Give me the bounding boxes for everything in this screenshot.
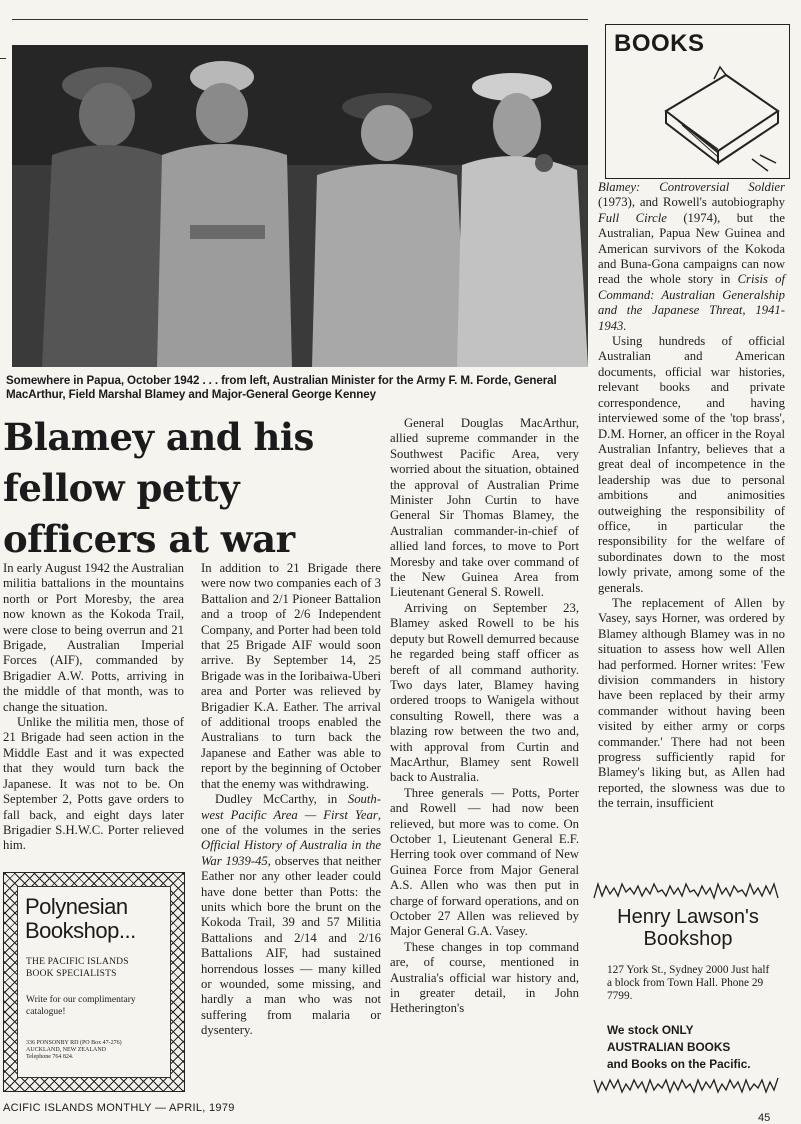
paragraph: These changes in top command are, of course, mentioned in Australia's official war history and, in greater detail, in John Hetherington's xyxy=(390,939,579,1016)
headline-line-3: officers at war xyxy=(3,517,295,561)
headline-line-1: Blamey and his xyxy=(3,415,314,459)
paragraph: Three generals — Potts, Porter and Rowell — had now been relieved, but more was to come. On October 1, Lieutenant General E.F. Herring took over command of New Guinea Force from Major General A.S. Allen who was then put in charge of forward operations, and on October 27 Allen was relieved by Major General G.A. Vasey. xyxy=(390,785,579,939)
wave-border-icon xyxy=(592,880,782,902)
ad-catalogue-offer: Write for our complimentary catalogue! xyxy=(26,995,136,1017)
paragraph: General Douglas MacArthur, allied supreme commander in the Southwest Pacific Area, very worried about the situation, obtained the approval of Australian Prime Minister John Curtin to have General Sir Thomas Blamey, the Australian commander-in-chief of allied land forces, to move to Port Moresby and take over command of the New Guinea Area from Lieutenant General S. Rowell. xyxy=(390,416,579,600)
ad-tagline-line: BOOK SPECIALISTS xyxy=(26,969,117,979)
ad-stock-line: AUSTRALIAN BOOKS xyxy=(607,1040,731,1054)
ad-stock-line: and Books on the Pacific. xyxy=(607,1057,751,1071)
ad-title xyxy=(25,895,136,943)
ad-address xyxy=(26,1040,156,1061)
book-title: Full Circle xyxy=(598,210,667,225)
article-column-2 xyxy=(201,561,381,1039)
ad-title-line: Bookshop... xyxy=(25,918,136,943)
article-column-3 xyxy=(390,416,579,1017)
article-headline xyxy=(3,412,363,565)
ad-tagline-line: THE PACIFIC ISLANDS xyxy=(26,957,129,967)
ad-stock-line: We stock ONLY xyxy=(607,1023,694,1037)
paragraph: Unlike the militia men, those of 21 Brigade had seen action in the Middle East and it was expected that they would turn back the Japanese. It was not to be. On September 2, Potts gave orders to fall back, and eight days later Brigadier S.H.W.C. Porter relieved him. xyxy=(3,715,184,853)
photo-silhouettes xyxy=(12,45,588,367)
book-title: Official History of Australia in the War 1939-45 xyxy=(201,838,381,868)
ad-inner-panel xyxy=(17,886,171,1078)
ad-address-line: Telephone 764 824. xyxy=(26,1054,74,1060)
book-title: South-west Pacific Area — First Year xyxy=(201,792,381,822)
article-photo xyxy=(12,45,588,367)
ad-address-line: 336 PONSONBY RD (PO Box 47-276) xyxy=(26,1040,122,1046)
page-number: 45 xyxy=(758,1112,771,1124)
paragraph xyxy=(598,180,785,334)
headline-line-2: fellow petty xyxy=(3,466,240,510)
paragraph: Using hundreds of official Australian and American documents, official war histories, relevant books and private correspondence, and having interviewed some of the 'top brass', D.M. Horner, an officer in the Royal Australian Infantry, believes that a great deal of incompetence in the leadership was due to personal ambitions and animosities outweighing the responsibility of office, in particular the responsibility for the welfare of subordinates down to the most lowly private, among some of the generals. xyxy=(598,334,785,595)
book-illustration-icon xyxy=(656,63,786,175)
paragraph: In early August 1942 the Australian militia battalions in the mountains north or Port Moresby, the area now known as the Kokoda Trail, were close to being overrun and 21 Brigade, Australian Imperial Forces (AIF), commanded by Brigadier A.W. Potts, arriving in the middle of that month, was to change the situation. xyxy=(3,561,184,714)
polynesian-bookshop-ad xyxy=(3,872,185,1092)
margin-mark xyxy=(0,58,6,59)
books-heading: BOOKS xyxy=(614,30,705,57)
book-title: Blamey: Controversial Soldier xyxy=(598,180,785,194)
publication-footer: ACIFIC ISLANDS MONTHLY — APRIL, 1979 xyxy=(3,1102,235,1114)
photo-caption: Somewhere in Papua, October 1942 . . . from left, Australian Minister for the Army F. M. Forde, General MacArthur, Field Marshal Blamey and Major-General George Kenney xyxy=(6,374,557,401)
ad-tagline xyxy=(26,956,129,980)
article-column-4 xyxy=(598,180,785,812)
ad-title-line: Henry Lawson's xyxy=(617,906,759,928)
ad-title xyxy=(598,906,778,950)
top-rule xyxy=(12,19,588,20)
ad-title-line: Polynesian xyxy=(25,894,128,919)
henry-lawson-bookshop-ad xyxy=(592,880,782,1100)
text-run: (1973), and Rowell's autobiography xyxy=(598,195,785,210)
text-run: , one of the volumes in the series xyxy=(201,807,381,837)
text-run: Dudley McCarthy, in xyxy=(215,792,348,807)
books-section-box xyxy=(605,24,790,179)
ad-address-line: AUCKLAND, NEW ZEALAND xyxy=(26,1047,107,1053)
paragraph: Arriving on September 23, Blamey asked Rowell to be his deputy but Rowell demurred because he regarded being staff officer as bereft of all command authority. Two days later, Blamey having ordered troops to Wanigela without consulting Rowell, there was a blazing row between the two and, with approval from Curtin and MacArthur, Blamey sent Rowell back to Australia. xyxy=(390,600,579,785)
ad-title-line: Bookshop xyxy=(643,928,733,950)
article-column-1 xyxy=(3,561,184,854)
paragraph: In addition to 21 Brigade there were now two companies each of 3 Battalion and 2/1 Pioneer Battalion and a troop of 2/6 Independent Company, and Porter had been told that 25 Brigade AIF would soon arrive. By September 14, 25 Brigade was in the Ioribaiwa-Uberi area and Porter was relieved by Brigadier K.A. Eather. The arrival of additional troops enabled the Australians to turn back the Japanese and Eather was able to report by the beginning of October that the enemy was withdrawing. xyxy=(201,561,381,791)
ad-address: 127 York St., Sydney 2000 Just half a block from Town Hall. Phone 29 7799. xyxy=(607,964,770,1002)
wave-border-icon xyxy=(592,1074,782,1096)
text-run: (1974), but the Australian, Papua New Guinea and American survivors of the Kokoda and Buna-Gona campaigns can now read the whole story in xyxy=(598,210,785,287)
ad-stock-note xyxy=(607,1022,777,1073)
paragraph xyxy=(201,792,381,1039)
book-title: Crisis of Command: Australian Generalship and the Japanese Threat, 1941-1943. xyxy=(598,272,785,333)
text-run: , observes that neither Eather nor any other leader could have done better than Potts: the units which bore the brunt on the Kokoda Trail, 39 and 57 Militia Battalions and 2/14 and 2/16 Battalions AIF, had sustained horrendous losses — many killed or wounded, some missing, and hardly a man who was not suffering from malaria or dysentery. xyxy=(201,853,381,1038)
paragraph: The replacement of Allen by Vasey, says Horner, was ordered by Blamey although Blamey was in no situation to assess how well Allen had performed. Horner writes: 'Few division commanders in history have been replaced by their army commander without having been visited by either army or corps commander.' There had not been progress sufficiently rapid for Blamey's liking but, as Allen had reported, the slowness was due to the terrain, insufficient xyxy=(598,595,785,811)
